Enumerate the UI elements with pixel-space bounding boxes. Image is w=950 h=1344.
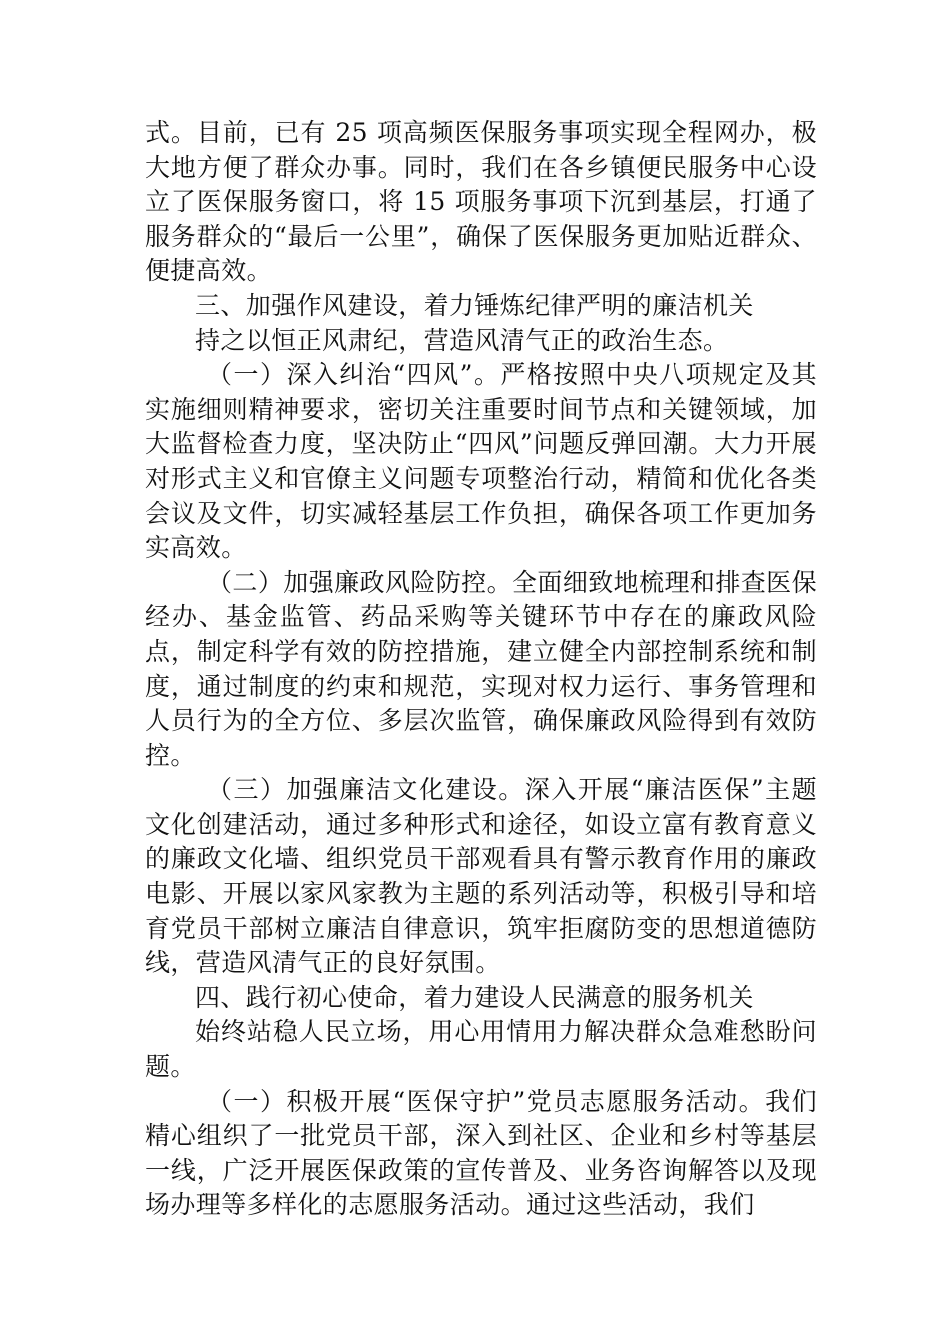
section-3-intro: 持之以恒正风肃纪，营造风清气正的政治生态。 [195,325,729,355]
section-4-item-1: （一）积极开展“医保守护”党员志愿服务活动。我们精心组织了一批党员干部，深入到社区、企业和乡村等基层一线，广泛开展医保政策的宣传普及、业务咨询解答以及现场办理等多样化的志愿服务活动。通过这些活动，我们 [145,1086,817,1220]
section-heading-3: 三、加强作风建设，着力锤炼纪律严明的廉洁机关 [195,290,754,320]
section-3-item-1: （一）深入纠治“四风”。严格按照中央八项规定及其实施细则精神要求，密切关注重要时间节点和关键领域，加大监督检查力度，坚决防止“四风”问题反弹回潮。大力开展对形式主义和官僚主义问题专项整治行动，精简和优化各类会议及文件，切实减轻基层工作负担，确保各项工作更加务实高效。 [145,360,817,563]
section-3-item-3: （三）加强廉洁文化建设。深入开展“廉洁医保”主题文化创建活动，通过多种形式和途径，如设立富有教育意义的廉政文化墙、组织党员干部观看具有警示教育作用的廉政电影、开展以家风家教为主题的系列活动等，积极引导和培育党员干部树立廉洁自律意识，筑牢拒腐防变的思想道德防线，营造风清气正的良好氛围。 [145,775,817,978]
paragraph-continuation: 式。目前，已有 25 项高频医保服务事项实现全程网办，极大地方便了群众办事。同时，我们在各乡镇便民服务中心设立了医保服务窗口，将 15 项服务事项下沉到基层，打通了服务群众的“最后一公里”，确保了医保服务更加贴近群众、便捷高效。 [145,118,817,286]
section-3-item-2: （二）加强廉政风险防控。全面细致地梳理和排查医保经办、基金监管、药品采购等关键环节中存在的廉政风险点，制定科学有效的防控措施，建立健全内部控制系统和制度，通过制度的约束和规范，实现对权力运行、事务管理和人员行为的全方位、多层次监管，确保廉政风险得到有效防控。 [145,567,817,770]
document-body [145,116,817,1223]
section-heading-4: 四、践行初心使命，着力建设人民满意的服务机关 [195,982,754,1012]
section-4-intro: 始终站稳人民立场，用心用情用力解决群众急难愁盼问题。 [145,1017,817,1082]
